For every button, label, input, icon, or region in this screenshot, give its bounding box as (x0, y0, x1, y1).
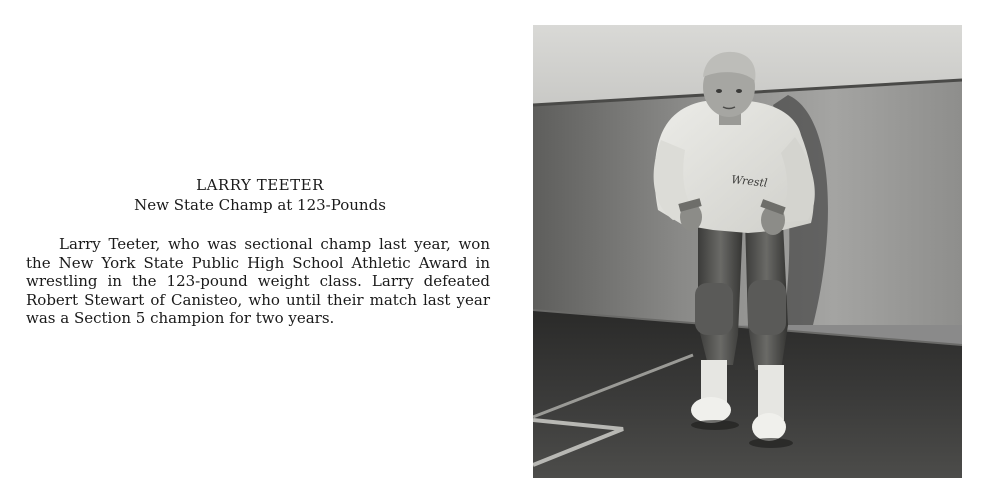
article-body: Larry Teeter, who was sectional champ last year, won the New York State Public High School Athletic Award in wrestling in the 123-pound weight class. Larry defeated Robert Stewart of Canisteo, who until their match last year was a Section 5 champion for two years. (26, 235, 490, 328)
left-kneepad (695, 283, 733, 335)
athlete-name: LARRY TEETER (196, 176, 324, 194)
left-shoe (691, 397, 731, 423)
mat-floor (533, 310, 962, 478)
right-kneepad (748, 280, 786, 335)
right-shoe (752, 413, 786, 441)
sweatshirt-lettering: Wrestl (730, 173, 769, 190)
wrestler-photo (533, 25, 962, 478)
article-heading (26, 176, 494, 215)
article (26, 176, 496, 328)
article-subtitle: New State Champ at 123-Pounds (134, 196, 386, 214)
